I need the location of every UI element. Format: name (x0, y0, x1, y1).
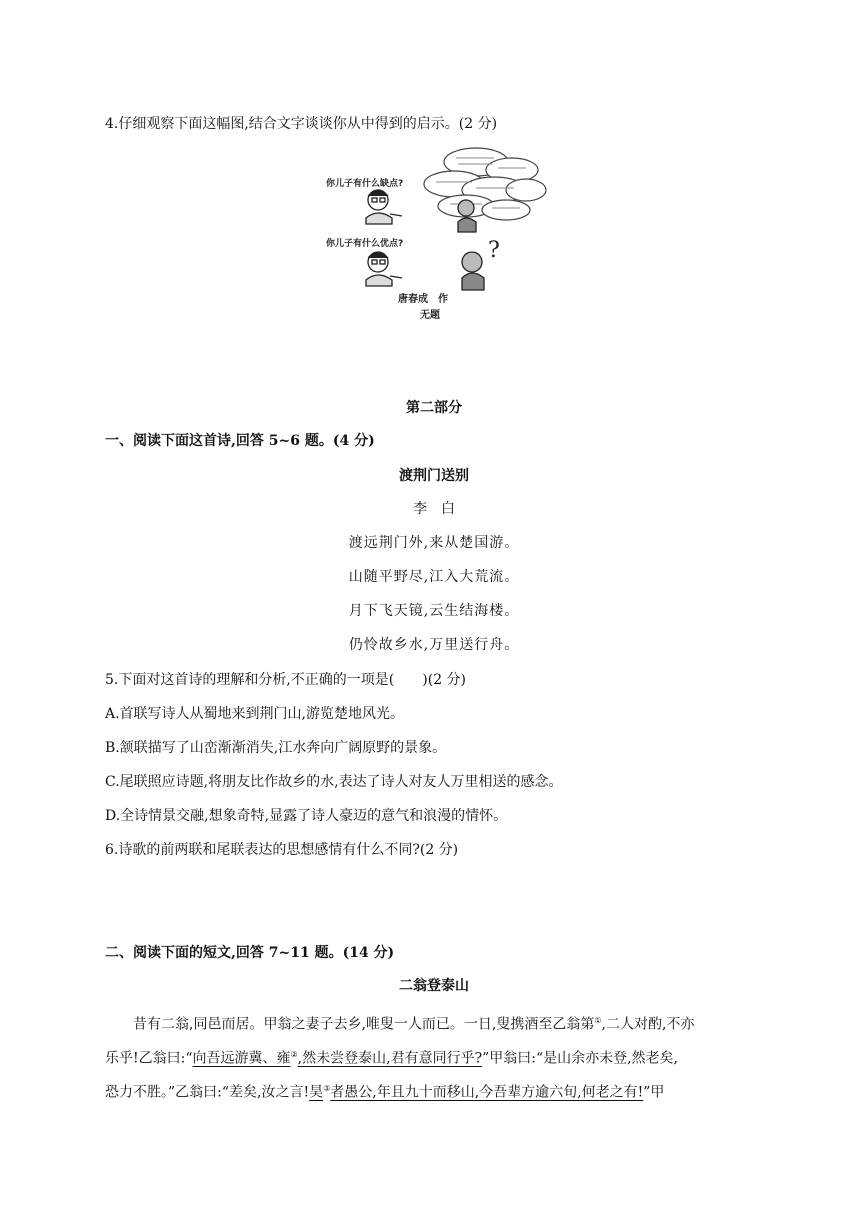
passage-text: ”甲 (643, 1084, 665, 1101)
passage-line-3 (105, 1079, 765, 1103)
option-a: A.首联写诗人从蜀地来到荆门山,游览楚地风光。 (105, 706, 405, 722)
poem-title: 渡荆门送别 (399, 468, 469, 484)
passage-text: 昔有二翁,同邑而居。甲翁之妻子去乡,唯叟一人而已。一日,叟携酒至乙翁第 (133, 1016, 595, 1033)
passage-line-2 (105, 1045, 765, 1069)
question-6: 6.诗歌的前两联和尾联表达的思想感情有什么不同?(2 分) (105, 842, 459, 858)
passage-line-1 (105, 1011, 765, 1035)
thought-bubbles-icon (424, 148, 546, 232)
passage-text: 恐力不胜。”乙翁曰:“差矣,汝之言! (105, 1084, 310, 1101)
poem-line-3: 月下飞天镜,云生结海楼。 (348, 603, 520, 619)
poem-author: 李 白 (413, 501, 455, 517)
father-figure-icon-2 (462, 252, 484, 290)
question-5: 5.下面对这首诗的理解和分析,不正确的一项是( )(2 分) (105, 672, 467, 688)
footnote-marker: ③ (323, 1084, 331, 1093)
footnote-marker: ① (594, 1016, 602, 1025)
cartoon-author: 唐春成 作 (398, 294, 448, 305)
passage-text: ”甲翁曰:“是山余亦未登,然老矣, (482, 1050, 679, 1067)
cartoon-question-1: 你儿子有什么缺点? (326, 179, 404, 189)
option-d: D.全诗情景交融,想象奇特,显露了诗人豪迈的意气和浪漫的情怀。 (105, 808, 508, 824)
passage-text: 乐乎!乙翁曰:“ (105, 1050, 193, 1067)
option-b: B.颔联描写了山峦渐渐消失,江水奔向广阔原野的景象。 (105, 740, 447, 756)
cartoon-question-2: 你儿子有什么优点? (326, 239, 404, 249)
underlined-sentence: ,然未尝登泰山,君有意同行乎? (297, 1050, 483, 1067)
poem-line-4: 仍怜故乡水,万里送行舟。 (348, 637, 520, 653)
cartoon-title: 无题 (420, 310, 440, 321)
underlined-sentence: 昊 (309, 1084, 324, 1101)
passage-title: 二翁登泰山 (399, 978, 469, 994)
section2-heading: 二、阅读下面的短文,回答 7~11 题。(14 分) (105, 945, 395, 961)
man-figure-icon-1 (366, 190, 402, 224)
underlined-sentence: 向吾远游冀、雍 (192, 1050, 291, 1067)
part-heading: 第二部分 (406, 400, 462, 416)
question-4: 4.仔细观察下面这幅图,结合文字谈谈你从中得到的启示。(2 分) (105, 116, 498, 132)
cartoon-illustration (316, 140, 552, 325)
footnote-marker: ② (290, 1050, 298, 1059)
poem-line-1: 渡远荆门外,来从楚国游。 (348, 535, 520, 551)
question-mark-icon: ? (488, 238, 500, 263)
section1-heading: 一、阅读下面这首诗,回答 5~6 题。(4 分) (105, 433, 375, 449)
man-figure-icon-2 (366, 252, 402, 286)
option-c: C.尾联照应诗题,将朋友比作故乡的水,表达了诗人对友人万里相送的感念。 (105, 774, 563, 790)
underlined-sentence: 者愚公,年且九十而移山,今吾辈方逾六旬,何老之有! (330, 1084, 644, 1101)
passage-text: ,二人对酌,不亦 (601, 1016, 695, 1033)
poem-line-2: 山随平野尽,江入大荒流。 (348, 569, 520, 585)
